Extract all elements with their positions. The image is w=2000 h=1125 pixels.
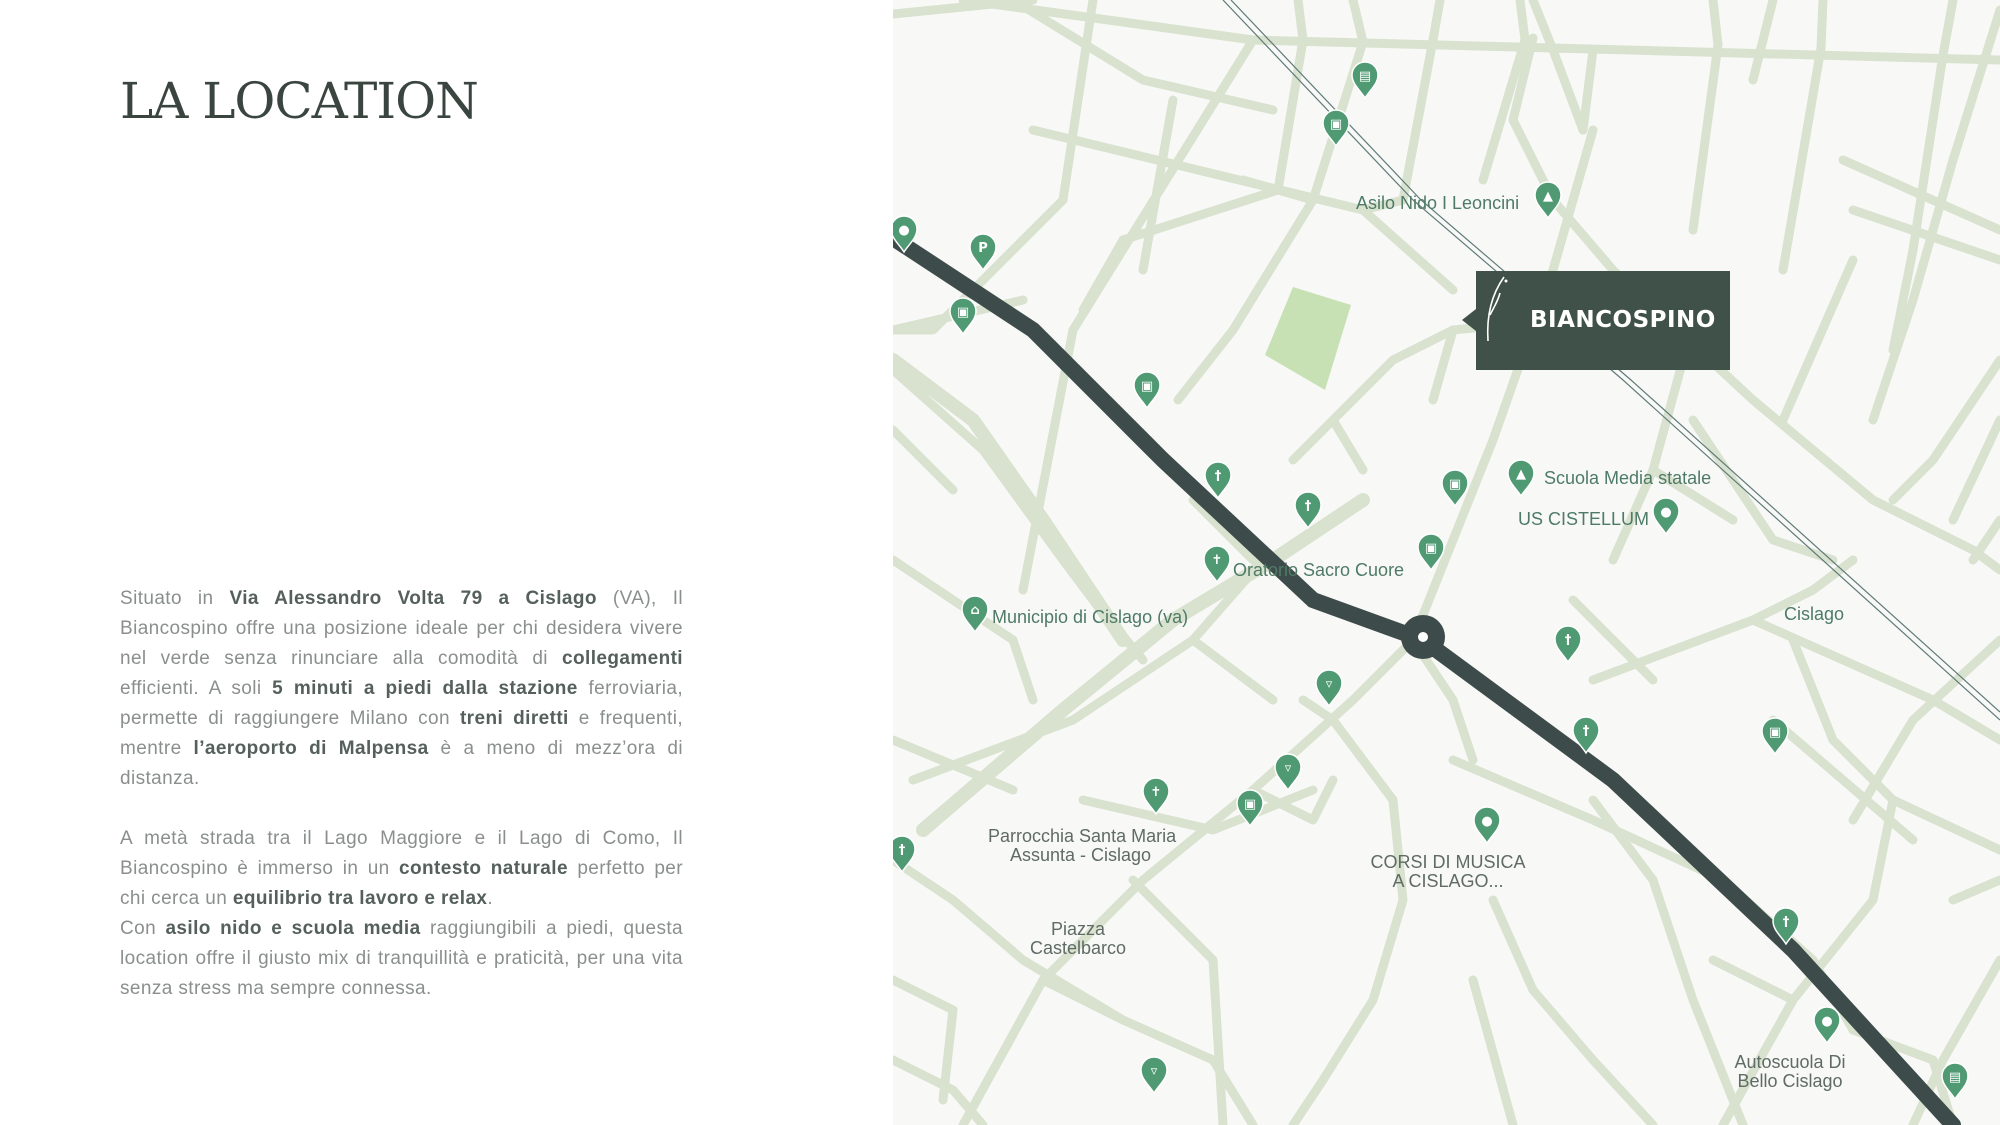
label-autoscuola-line-1: Autoscuola Di [1734, 1052, 1846, 1072]
bag-icon: ▣ [1768, 725, 1782, 740]
cross-icon: ✝ [1150, 785, 1162, 800]
marker-pointer [1462, 309, 1476, 331]
cart-icon: ▤ [1948, 1070, 1962, 1085]
label-piazza-line-1: Piazza [1050, 919, 1106, 939]
bag-icon: ▣ [956, 305, 970, 320]
shopping-pin[interactable] [1352, 62, 1378, 98]
location-map[interactable] [893, 0, 2000, 1125]
cross-icon: ✝ [1211, 553, 1223, 568]
label-corsi-line-1: CORSI DI MUSICA [1370, 852, 1526, 872]
bag-icon: ▣ [1448, 477, 1462, 492]
dot-icon: ● [1660, 505, 1672, 520]
highlight-text: collegamenti [562, 648, 683, 669]
school-icon: ▲ [1516, 467, 1526, 482]
church-pin[interactable] [1143, 778, 1169, 814]
body-text: (VA), Il Biancospino offre una posizione ideale per chi desidera vivere nel verde senza rinunciare alla comodità di [120, 588, 684, 669]
place-pin[interactable] [1653, 498, 1679, 534]
description-paragraph-2 [120, 824, 683, 914]
label-corsi-musica[interactable] [1363, 853, 1533, 891]
body-text: efficienti. A soli [120, 678, 273, 699]
body-text: . [487, 888, 494, 909]
label-cislago[interactable]: Cislago [1784, 604, 1845, 624]
glass-icon: ▿ [1325, 677, 1333, 692]
highlight-text: 5 minuti a piedi dalla stazione [272, 678, 578, 699]
place-pin[interactable] [1814, 1007, 1840, 1043]
label-parrocchia-line-2: Assunta - Cislago [1009, 845, 1152, 865]
bag-icon: ▣ [1424, 541, 1438, 556]
bag-icon: ▣ [1329, 117, 1343, 132]
school-icon: ▲ [1543, 189, 1553, 204]
highlight-text: Via Alessandro Volta 79 a Cislago [229, 588, 597, 609]
P-icon: P [978, 241, 988, 256]
body-text: è a meno di mezz’ora di distanza. [120, 738, 683, 789]
label-parrocchia[interactable] [988, 826, 1177, 865]
biancospino-marker[interactable] [1476, 271, 1730, 370]
label-asilo[interactable]: Asilo Nido I Leoncini [1356, 193, 1520, 213]
park-area [1265, 287, 1351, 390]
label-corsi-line-2: A CISLAGO... [1392, 871, 1504, 891]
hall-icon: ⌂ [970, 603, 980, 618]
dot-icon: ● [898, 223, 910, 238]
glass-icon: ▿ [1284, 761, 1292, 776]
label-piazza-castelbarco[interactable] [1023, 920, 1133, 958]
info-panel [0, 0, 893, 1125]
bag-icon: ▣ [1140, 379, 1154, 394]
highlight-text: l’aeroporto di Malpensa [193, 738, 429, 759]
body-text: ferroviaria, permette di raggiungere Milano con [120, 678, 683, 729]
label-municipio[interactable]: Municipio di Cislago (va) [992, 607, 1189, 627]
label-parrocchia-line-1: Parrocchia Santa Maria [988, 826, 1177, 846]
script-logo-icon [1476, 271, 1516, 351]
school-pin[interactable] [1508, 460, 1534, 496]
highlight-text: contesto naturale [399, 858, 568, 879]
fork-icon: † [1304, 499, 1312, 514]
brand-name: BIANCOSPINO [1530, 307, 1716, 333]
fork-icon: † [1582, 724, 1590, 739]
fork-icon: † [1782, 915, 1790, 930]
shopping-pin[interactable] [1323, 110, 1349, 146]
label-piazza-line-2: Castelbarco [1029, 938, 1127, 958]
shopping-pin[interactable] [1134, 372, 1160, 408]
body-text: e frequenti, mentre [120, 708, 684, 759]
glass-icon: ▿ [1150, 1064, 1158, 1079]
bar-pin[interactable] [1275, 754, 1301, 790]
description-paragraph-1 [120, 584, 683, 794]
description-paragraph-3 [120, 914, 683, 1004]
label-oratorio[interactable]: Oratorio Sacro Cuore [1233, 560, 1405, 580]
bag-icon: ▣ [1243, 797, 1257, 812]
body-text: perfetto per chi cerca un [120, 858, 684, 909]
fork-icon: † [1564, 633, 1572, 648]
bar-pin[interactable] [1141, 1057, 1167, 1093]
label-autoscuola[interactable] [1725, 1053, 1855, 1091]
place-pin[interactable] [1474, 807, 1500, 843]
body-text: A metà strada tra il Lago Maggiore e il Lago di Como, Il Biancospino è immerso in un [120, 828, 683, 879]
fork-icon: † [1214, 469, 1222, 484]
shopping-pin[interactable] [950, 298, 976, 334]
label-us-cistellum[interactable]: US CISTELLUM [1518, 509, 1650, 529]
body-text: Con [120, 918, 166, 939]
school-pin[interactable] [1535, 182, 1561, 218]
highlight-text: equilibrio tra lavoro e relax [232, 888, 488, 909]
highlight-text: treni diretti [459, 708, 569, 729]
body-text: raggiungibili a piedi, questa location offre il giusto mix di tranquillità e praticità, per una vita senza stress ma sempre connessa. [120, 918, 683, 999]
dot-icon: ● [1481, 814, 1493, 829]
page-title: LA LOCATION [120, 72, 478, 130]
label-scuola-media[interactable]: Scuola Media statale [1544, 468, 1712, 488]
cart-icon: ▤ [1358, 69, 1372, 84]
restaurant-pin[interactable] [1555, 626, 1581, 662]
dot-icon: ● [1821, 1014, 1833, 1029]
shopping-pin[interactable] [1762, 718, 1788, 754]
body-text: Situato in [120, 588, 230, 609]
church-pin[interactable] [1204, 546, 1230, 582]
highlight-text: asilo nido e scuola media [165, 918, 421, 939]
fork-icon: † [898, 843, 906, 858]
bar-pin[interactable] [1316, 670, 1342, 706]
label-autoscuola-line-2: Bello Cislago [1737, 1071, 1843, 1091]
town-hall-pin[interactable] [962, 596, 988, 632]
